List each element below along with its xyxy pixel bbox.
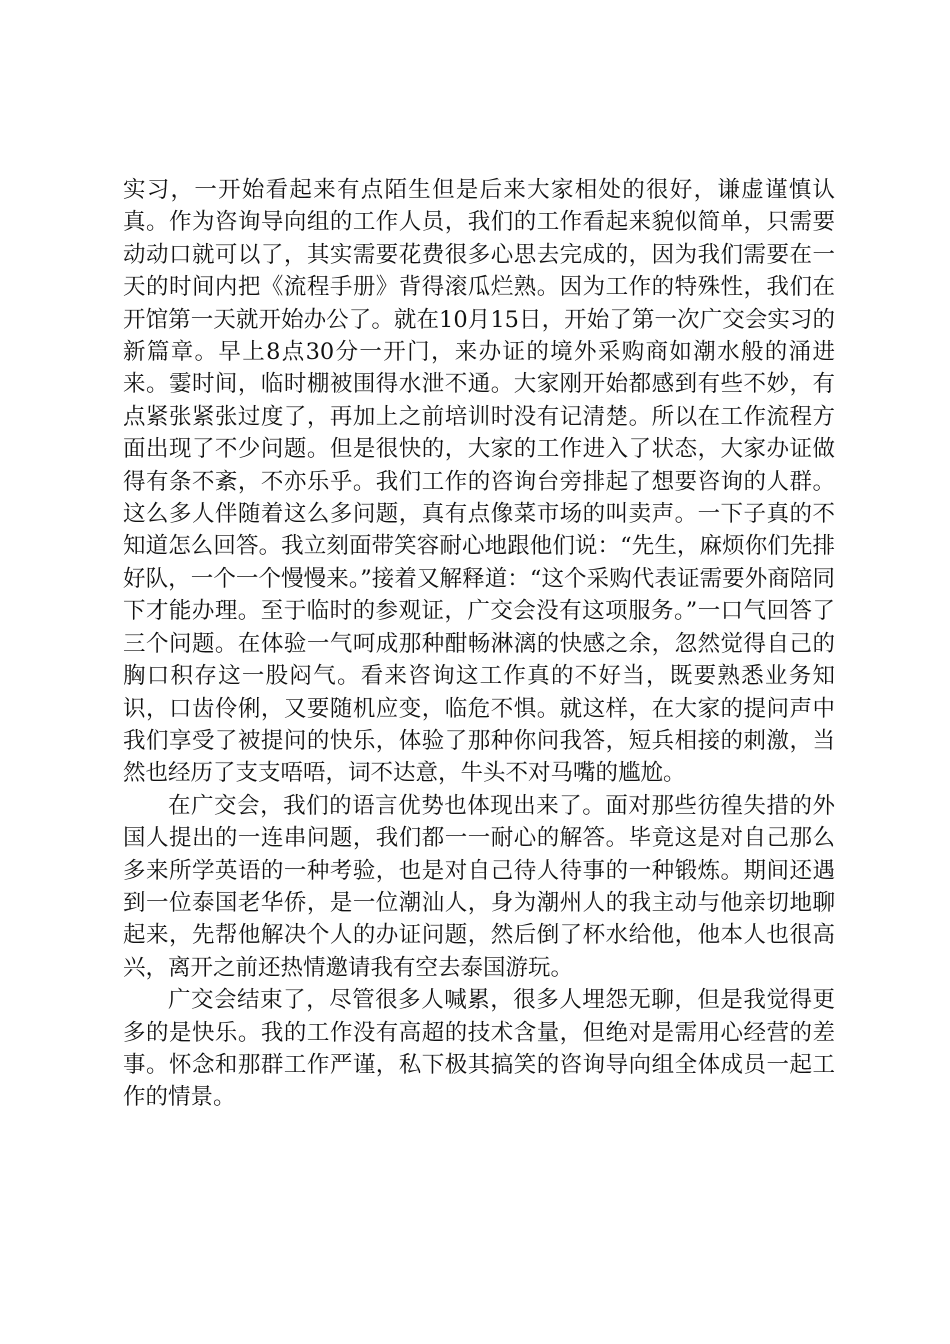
paragraph-conclusion: 广交会结束了，尽管很多人喊累，很多人埋怨无聊，但是我觉得更多的是快乐。我的工作没有高超的技术含量，但绝对是需用心经营的差事。怀念和那群工作严谨，私下极其搞笑的咨询导向组全体成员一起工作的情景。 bbox=[123, 987, 835, 1111]
document-body bbox=[123, 174, 835, 1114]
paragraph-language-advantage: 在广交会，我们的语言优势也体现出来了。面对那些彷徨失措的外国人提出的一连串问题，我们都一一耐心的解答。毕竟这是对自己那么多来所学英语的一种考验，也是对自己待人待事的一种锻炼。期间还遇到一位泰国老华侨，是一位潮汕人，身为潮州人的我主动与他亲切地聊起来，先帮他解决个人的办证问题，然后倒了杯水给他，他本人也很高兴，离开之前还热情邀请我有空去泰国游玩。 bbox=[123, 792, 835, 981]
paragraph-continuation: 实习，一开始看起来有点陌生但是后来大家相处的很好，谦虚谨慎认真。作为咨询导向组的工作人员，我们的工作看起来貌似简单，只需要动动口就可以了，其实需要花费很多心思去完成的，因为我们需要在一天的时间内把《流程手册》背得滚瓜烂熟。因为工作的特殊性，我们在开馆第一天就开始办公了。就在10月15日，开始了第一次广交会实习的新篇章。早上8点30分一开门，来办证的境外采购商如潮水般的涌进来。霎时间，临时棚被围得水泄不通。大家刚开始都感到有些不妙，有点紧张紧张过度了，再加上之前培训时没有记清楚。所以在工作流程方面出现了不少问题。但是很快的，大家的工作进入了状态，大家办证做得有条不紊，不亦乐乎。我们工作的咨询台旁排起了想要咨询的人群。这么多人伴随着这么多问题，真有点像菜市场的叫卖声。一下子真的不知道怎么回答。我立刻面带笑容耐心地跟他们说：“先生，麻烦你们先排好队，一个一个慢慢来。”接着又解释道：“这个采购代表证需要外商陪同下才能办理。至于临时的参观证，广交会没有这项服务。”一口气回答了三个问题。在体验一气呵成那种酣畅淋漓的快感之余，忽然觉得自己的胸口积存这一股闷气。看来咨询这工作真的不好当，既要熟悉业务知识，口齿伶俐，又要随机应变，临危不惧。就这样，在大家的提问声中我们享受了被提问的快乐，体验了那种你问我答，短兵相接的刺激，当然也经历了支支唔唔，词不达意，牛头不对马嘴的尴尬。 bbox=[123, 177, 835, 787]
